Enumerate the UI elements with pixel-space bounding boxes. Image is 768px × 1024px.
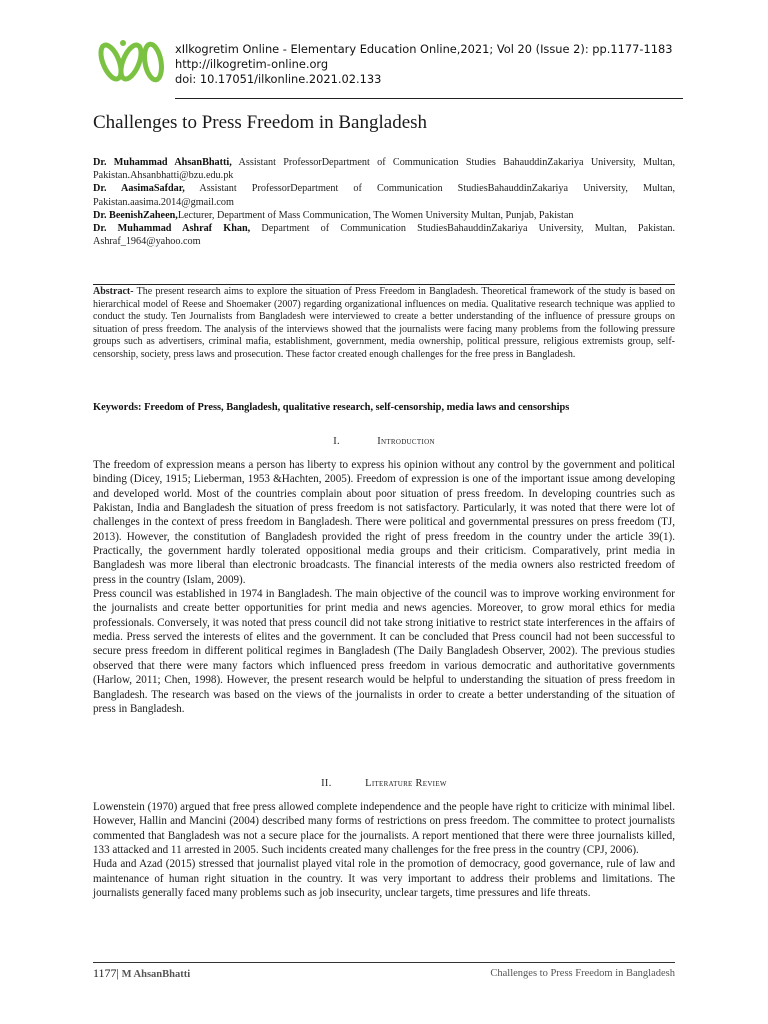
paragraph: The freedom of expression means a person has liberty to express his opinion without any control by the government and political binding (Dicey, 1915; Lieberman, 1953 &Hachten, 2005). Freedom of expression is one of the important issue among developing and developed world. Most of the countries complain about poor situation of press freedom. In developing countries such as Pakistan, India and Bangladesh the situation of press freedom is not satisfactory. Particularly, it was noted that there were lot of challenges in the context of press freedom in Bangladesh. There were political and governmental pressures on press freedom (TJ, 2013). However, the constitution of Bangladesh provided the right of press freedom in the country under the article 39(1). Practically, the government hardly tolerated oppositional media groups and their criticism. Comparatively, print media in Bangladesh was more liberal than electronic broadcasts. The financial interests of the media owners also restricted freedom of press in the country (Islam, 2009). — [93, 459, 675, 586]
paragraph: Press council was established in 1974 in Bangladesh. The main objective of the council was to improve working environment for the journalists and create better opportunities for print media and news agencies. Moreover, to grow moral ethics for media professionals. Conversely, it was noted that press council did not take strong initiative to restrict state interferences in the affairs of media. Press served the interests of elites and the government. It can be concluded that Press council had not been successful to secure press freedom in different political regimes in Bangladesh (The Daily Bangladesh Observer, 2002). The previous studies observed that there were many factors which influenced press freedom in various democratic and authoritative governments (Harlow, 2011; Chen, 1998). However, the present research would be helpful to understanding the situation of press freedom in Bangladesh. The research was based on the views of the journalists in order to create a better understanding of the situation of press in Bangladesh. — [93, 588, 675, 715]
journal-header — [93, 38, 683, 100]
abstract-divider — [93, 284, 675, 285]
paper-title: Challenges to Press Freedom in Bangladesh — [93, 112, 428, 133]
author-entry — [93, 222, 675, 248]
section-number: I. — [333, 436, 340, 447]
keywords: Keywords: Freedom of Press, Bangladesh, qualitative research, self-censorship, media laws and censorships — [93, 402, 570, 413]
journal-logo-icon — [93, 38, 171, 84]
footer-author: M AhsanBhatti — [118, 969, 191, 980]
abstract-text: The present research aims to explore the situation of Press Freedom in Bangladesh. Theoretical framework of the study is based on hierarchical model of Reese and Shoemaker (2007) regarding organizational influences on media. Qualitative research technique was applied to conduct the study. Ten Journalists from Bangladesh were interviewed to create a better understanding of the influence of pressure groups on situation of press freedom. The analysis of the interviews showed that the journalists were facing many problems from the following pressure groups such as advertisers, criminal mafia, establishment, government, media ownership, political pressure, religious extremists group, self-censorship, society, press laws and prosecution. These factor created enough challenges for the free press in Bangladesh. — [93, 286, 675, 360]
author-affiliation: Assistant ProfessorDepartment of Communication StudiesBahauddinZakariya University, Multan, Pakistan.aasima.2014@gmail.com — [93, 183, 675, 208]
abstract — [93, 286, 675, 362]
footer-running-title: Challenges to Press Freedom in Bangladesh — [490, 968, 675, 979]
journal-doi[interactable]: doi: 10.17051/ilkonline.2021.02.133 — [175, 72, 382, 86]
journal-url[interactable]: http://ilkogretim-online.org — [175, 57, 329, 71]
section-heading-introduction — [0, 436, 768, 447]
author-entry — [93, 209, 675, 222]
section-title: Literature Review — [365, 778, 447, 789]
introduction-body — [93, 458, 675, 716]
author-name: Dr. Muhammad Ashraf Khan, — [93, 223, 251, 235]
paragraph: Huda and Azad (2015) stressed that journalist played vital role in the promotion of democracy, good governance, rule of law and maintenance of human right situation in the country. It was very important to address their problems and limitations. The journalists generally faced many problems such as job insecurity, unclear targets, time pressures and life threats. — [93, 858, 675, 900]
page-number: 1177| — [93, 966, 119, 980]
section-number: II. — [321, 778, 332, 789]
author-entry — [93, 156, 675, 182]
author-name: Dr. AasimaSafdar, — [93, 183, 185, 195]
abstract-label: Abstract- — [93, 286, 134, 297]
literature-review-body — [93, 800, 675, 900]
section-heading-literature-review — [0, 778, 768, 789]
author-list — [93, 156, 675, 248]
paragraph: Lowenstein (1970) argued that free press allowed complete independence and the people have right to criticize with minimal libel. However, Hallin and Mancini (2004) described many forms of restrictions on press freedom. The committee to protect journalists commented that Bangladesh was not a secure place for the journalists. A report mentioned that there were three journalists killed, 133 attacked and 11 arrested in 2005. Such incidents created many challenges for the free press in the country (CPJ, 2006). — [93, 801, 675, 857]
journal-info — [175, 42, 672, 87]
author-affiliation: Department of Communication StudiesBahauddinZakariya University, Multan, Pakistan. Ashraf_1964@yahoo.com — [93, 223, 675, 248]
footer-divider — [93, 962, 675, 963]
footer-page-info — [93, 966, 190, 981]
header-divider — [175, 98, 683, 99]
author-affiliation: Assistant ProfessorDepartment of Communication Studies BahauddinZakariya University, Multan, Pakistan.Ahsanbhatti@bzu.edu.pk — [93, 157, 675, 182]
author-name: Dr. BeenishZaheen, — [93, 209, 178, 221]
author-affiliation: Lecturer, Department of Mass Communication, The Women University Multan, Punjab, Pakistan — [177, 209, 574, 221]
section-title: Introduction — [377, 436, 435, 447]
journal-citation-line: xIlkogretim Online - Elementary Education Online,2021; Vol 20 (Issue 2): pp.1177-1183 — [175, 42, 673, 56]
author-name: Dr. Muhammad AhsanBhatti, — [93, 157, 232, 168]
author-entry — [93, 182, 675, 208]
